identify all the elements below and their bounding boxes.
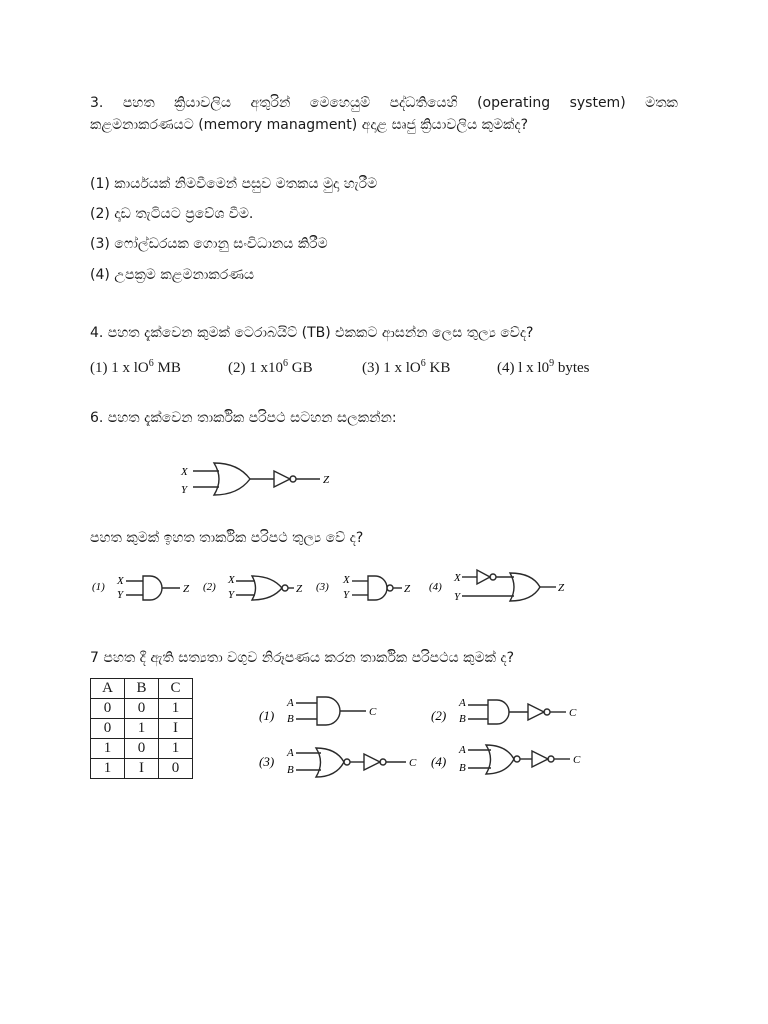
q3-question-line2: කළමනාකරණයට (memory managment) අදාළ සෘජු ක්‍රියාවලිය කුමක්ද? [90,117,529,133]
q6-opt1-x: X [117,575,124,587]
q6-sub-question: පහත කුමක් ඉහත තාර්කික පරිපථ තුල්‍ය වේ ද? [90,530,364,546]
truth-table-cell: 1 [159,739,193,759]
q6-opt4-y: Y [454,591,461,603]
q6-opt1-num: (1) [92,581,105,593]
main-x-label: X [181,466,188,478]
truth-table-cell: 0 [125,699,159,719]
q4-option-2: (2) 1 $x10^6$ GB [228,358,313,376]
truth-table-cell: 0 [91,699,125,719]
truth-table-cell: 1 [91,739,125,759]
q7-opt4-b: B [459,762,466,774]
q6-opt1-z: Z [183,583,190,595]
truth-table-cell: 0 [125,739,159,759]
q7-opt1-a: A [287,697,294,709]
q7-question: 7 පහත දී ඇති සත්‍යතා වගුව නිරූපණය කරන තාර්කික පරිපථය කුමක් ද? [90,650,515,666]
q7-opt4-a: A [459,744,466,756]
not-gate-symbol [528,704,544,720]
q6-opt2-y: Y [228,589,235,601]
q4-question: 4. පහත දැක්වෙන කුමක් ටෙරාබයිට් (TB) එකකට ආසන්න ලෙස තුල්‍ය වේද? [90,325,534,341]
q6-opt3-x: X [343,574,350,586]
q6-opt2-num: (2) [203,581,216,593]
truth-table-cell: I [159,719,193,739]
not-gate-symbol [364,754,380,770]
q4-option-1: (1) 1 x $lO^6$ MB [90,358,181,376]
q7-opt1-num: (1) [259,708,275,723]
q7-opt3-c: C [409,757,417,769]
q7-opt1-b: B [287,713,294,725]
q7-opt3-num: (3) [259,754,275,769]
truth-table-cell: 0 [159,759,193,779]
q6-opt4-num: (4) [429,581,442,593]
q7-opt2-c: C [569,707,577,719]
q3-option-2: (2) දෘඩ තැටියට ප්‍රවේශ වීම. [90,206,254,222]
q6-opt2-x: X [228,574,235,586]
q6-opt3-y: Y [343,589,350,601]
q6-opt3-num: (3) [316,581,329,593]
truth-table-cell: 1 [91,759,125,779]
q6-question: 6. පහත දැක්වෙන තාර්කික පරිපථ සටහන සලකන්න: [90,410,397,426]
q6-opt3-z: Z [404,583,411,595]
q3-option-3: (3) ෆෝල්ඩරයක ගොනු සංවිධානය කිරීම [90,236,328,252]
q4-option-4: (4) l x $l0^9$ bytes [497,358,590,376]
and-gate-symbol [488,700,509,724]
truth-table-header: C [159,679,193,699]
q4-option-3: (3) 1 x $lO^6$ KB [362,358,451,376]
q6-opt4-x: X [454,572,461,584]
q7-opt2-a: A [459,697,466,709]
q3-question-line1: 3. පහත ක්‍රියාවලිය අතුරින් මෙහෙයුම් පද්ධතියෙහි (operating system) මතක [90,95,678,111]
q7-opt1-c: C [369,706,377,718]
q7-opt2-b: B [459,713,466,725]
truth-table-cell: 0 [91,719,125,739]
truth-table-cell: 1 [159,699,193,719]
q7-opt3-b: B [287,764,294,776]
truth-table-cell: 1 [125,719,159,739]
q6-opt2-z: Z [296,583,303,595]
q6-opt1-y: Y [117,589,124,601]
q3-option-1: (1) කාර්යයක් නිමවීමෙන් පසුව මතකය මුදා හැරීම [90,176,378,192]
main-y-label: Y [181,484,188,496]
not-gate-symbol [532,751,548,767]
main-z-label: Z [323,474,330,486]
truth-table-header: B [125,679,159,699]
q3-option-4: (4) උපක්‍රම කළමනාකරණය [90,267,255,283]
truth-table-cell: I [125,759,159,779]
q6-opt4-z: Z [558,582,565,594]
q7-opt4-c: C [573,754,581,766]
q7-opt2-num: (2) [431,708,447,723]
truth-table-header: A [91,679,125,699]
and-gate-symbol [317,697,340,725]
q7-opt3-a: A [287,747,294,759]
q7-opt4-num: (4) [431,754,447,769]
